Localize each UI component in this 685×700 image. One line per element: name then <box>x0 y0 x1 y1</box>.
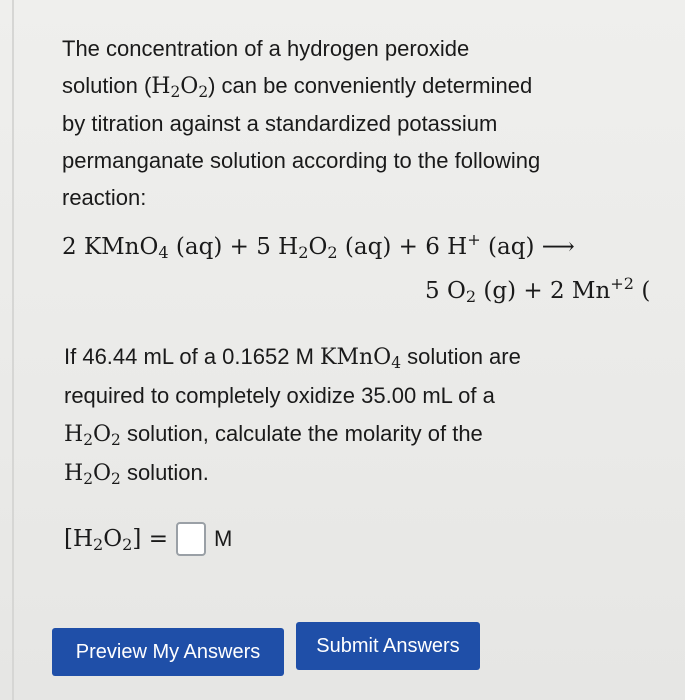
kmno4-formula: KMnO$_4$ <box>83 234 169 263</box>
question-body <box>64 338 624 493</box>
kmno4-formula-q: KMnO$_4$ <box>320 345 401 372</box>
intro-line-5: reaction: <box>62 185 147 210</box>
q2-line-1: If 46.44 mL of a 0.1652 M KMnO$_4$ solution are <box>64 344 521 372</box>
preview-answers-button[interactable]: Preview My Answers <box>52 628 284 676</box>
intro-line-4: permanganate solution according to the following <box>62 148 541 173</box>
q2-line-2: required to completely oxidize 35.00 mL of a <box>64 383 495 408</box>
answer-row <box>64 522 232 556</box>
q2-line-4: $H_2O_2$ solution. <box>64 460 209 488</box>
left-divider <box>12 0 14 700</box>
intro-line-1: The concentration of a hydrogen peroxide <box>62 36 470 61</box>
h2o2-formula-eq: $H_2O_2$ <box>278 234 338 263</box>
h2o2-formula: $H_2O_2$ <box>151 74 209 101</box>
unit-label: M <box>213 526 233 551</box>
intro-line-2-post: ) can be conveniently determined <box>208 73 533 98</box>
mn-ion-formula: $Mn^{+2}$ <box>571 274 635 304</box>
h2o2-formula-q3: $H_2O_2$ <box>64 422 121 449</box>
h-plus-formula: H+ <box>447 230 481 260</box>
reaction-arrow-icon: ⟶ <box>541 234 575 260</box>
molarity-answer-input[interactable] <box>176 522 206 556</box>
intro-line-2-pre: solution ( <box>62 73 152 98</box>
o2-formula: $O_2$ <box>446 278 477 307</box>
question-intro <box>62 30 622 216</box>
intro-line-2 <box>62 67 622 105</box>
submit-answers-button[interactable]: Submit Answers <box>296 622 480 670</box>
equation-line-2: 5 $O_2$ (g) + 2 $Mn^{+2}$ ( <box>425 274 651 307</box>
intro-line-3: by titration against a standardized potassium <box>62 111 498 136</box>
equation-line-1: 2 KMnO$_4$ (aq) + 5 $H_2O_2$ (aq) + 6 H+ (aq) ⟶ <box>62 230 575 263</box>
q2-line-3: $H_2O_2$ solution, calculate the molarity of the <box>64 421 483 449</box>
h2o2-formula-q4: $H_2O_2$ <box>64 461 121 488</box>
answer-label: $[H_2O_2]$ = <box>64 526 168 555</box>
